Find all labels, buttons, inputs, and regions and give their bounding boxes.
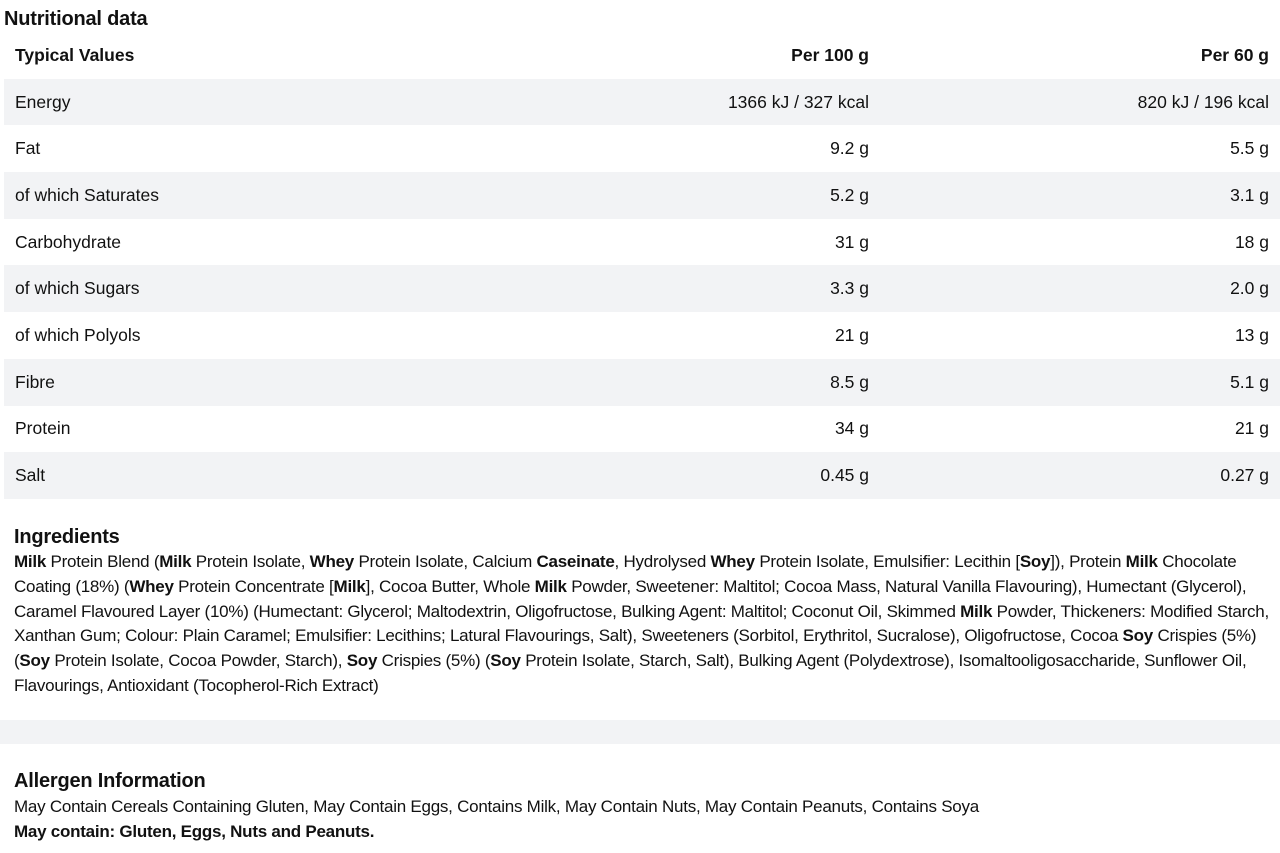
ingredient-allergen-word: Whey — [710, 552, 755, 571]
ingredient-text-segment: , Hydrolysed — [614, 552, 711, 571]
nutrition-table — [4, 32, 1280, 499]
row-label: Salt — [15, 465, 46, 486]
ingredient-allergen-word: Milk — [14, 552, 47, 571]
ingredient-text-segment: Protein Blend ( — [46, 552, 160, 571]
row-label: of which Saturates — [15, 184, 159, 205]
ingredient-text-segment: Protein Concentrate [ — [173, 576, 334, 596]
row-label: of which Sugars — [15, 278, 140, 299]
ingredient-allergen-word: Milk — [333, 576, 366, 596]
row-label: Energy — [15, 91, 71, 112]
table-row — [4, 406, 1280, 453]
nutrition-title: Nutritional data — [4, 8, 148, 30]
ingredient-allergen-word: Milk — [159, 552, 192, 571]
row-per-60g: 13 g — [1234, 324, 1269, 345]
nutrition-header-row — [4, 32, 1280, 79]
ingredients-title: Ingredients — [14, 526, 120, 548]
ingredient-allergen-word: Soy — [490, 651, 521, 671]
ingredient-text-segment: Powder, Thickeners: Modified Starch, Xanthan Gum; Colour: Plain Caramel; Emulsifier: Lecithins; Latural Flavourings, Salt), Sweeteners (Sorbitol, Erythritol, Sucralose), Oligofructose, Cocoa — [14, 601, 1269, 646]
row-label: Protein — [15, 418, 71, 439]
ingredient-allergen-word: Whey — [309, 552, 354, 571]
header-per-100g: Per 100 g — [791, 44, 869, 65]
row-per-100g: 21 g — [834, 324, 869, 345]
ingredient-text-segment: Protein Isolate, Calcium — [354, 552, 537, 571]
row-per-100g: 34 g — [834, 418, 869, 439]
ingredient-text-segment: Crispies (5%) ( — [377, 651, 491, 671]
table-row — [4, 265, 1280, 312]
row-per-100g: 31 g — [834, 231, 869, 252]
row-per-100g: 3.3 g — [830, 278, 869, 299]
row-per-60g: 2.0 g — [1230, 278, 1269, 299]
ingredient-allergen-word: Milk — [534, 576, 567, 596]
ingredient-text-segment: Protein Isolate, Starch, Salt), Bulking Agent (Polydextrose), Isomaltooligosaccharide, Sunflower Oil, Flavourings, Antioxidant (Tocopherol-Rich Extract) — [14, 651, 1247, 695]
row-per-100g: 0.45 g — [820, 465, 869, 486]
ingredient-allergen-word: Milk — [960, 601, 993, 621]
ingredient-text-segment: Chocolate Coating (18%) ( — [14, 552, 1237, 596]
row-per-100g: 1366 kJ / 327 kcal — [727, 91, 869, 112]
ingredient-allergen-word: Soy — [1019, 552, 1051, 571]
ingredient-allergen-word: Soy — [346, 651, 378, 671]
row-per-60g: 820 kJ / 196 kcal — [1137, 91, 1269, 112]
row-label: of which Polyols — [15, 324, 141, 345]
ingredient-text-segment: Protein Isolate, Cocoa Powder, Starch), — [49, 651, 347, 671]
ingredients-text — [14, 550, 1276, 699]
ingredient-text-segment: Crispies (5%) ( — [14, 626, 1257, 671]
allergen-contains-line: May Contain Cereals Containing Gluten, May Contain Eggs, Contains Milk, May Contain Nuts, May Contain Peanuts, Contains Soya — [14, 797, 979, 816]
header-per-60g: Per 60 g — [1200, 44, 1269, 65]
row-per-60g: 18 g — [1234, 231, 1269, 252]
ingredient-allergen-word: Soy — [1122, 626, 1153, 646]
row-per-60g: 3.1 g — [1230, 184, 1269, 205]
allergen-section — [14, 768, 1276, 844]
ingredient-allergen-word: Caseinate — [536, 552, 615, 571]
ingredient-text-segment: Powder, Sweetener: Maltitol; Cocoa Mass, Natural Vanilla Flavouring), Humectant (Glycerol), Caramel Flavoured Layer (10%) (Humectant: Glycerol; Maltodextrin, Oligofructose, Bulking Agent: Maltitol; Coconut Oil, Skimmed — [14, 576, 1247, 621]
allergen-title: Allergen Information — [14, 770, 206, 792]
table-row — [4, 172, 1280, 219]
row-per-60g: 0.27 g — [1220, 465, 1269, 486]
ingredient-allergen-word: Whey — [129, 576, 174, 596]
header-typical-values: Typical Values — [15, 44, 135, 65]
row-per-100g: 5.2 g — [830, 184, 869, 205]
row-label: Fibre — [15, 371, 55, 392]
ingredient-text-segment: ], Cocoa Butter, Whole — [365, 576, 535, 596]
section-divider-band — [0, 720, 1280, 744]
ingredient-text-segment: Protein Isolate, — [191, 552, 310, 571]
table-row — [4, 359, 1280, 406]
ingredient-allergen-word: Soy — [19, 651, 50, 671]
ingredients-section — [14, 524, 1276, 699]
row-per-100g: 9.2 g — [830, 138, 869, 159]
row-per-100g: 8.5 g — [830, 371, 869, 392]
ingredient-allergen-word: Milk — [1125, 552, 1158, 571]
row-per-60g: 5.1 g — [1230, 371, 1269, 392]
table-row — [4, 452, 1280, 499]
table-row — [4, 312, 1280, 359]
table-row — [4, 219, 1280, 266]
row-per-60g: 5.5 g — [1230, 138, 1269, 159]
allergen-may-contain-line: May contain: Gluten, Eggs, Nuts and Peanuts. — [14, 822, 375, 841]
row-label: Carbohydrate — [15, 231, 122, 252]
row-per-60g: 21 g — [1234, 418, 1269, 439]
ingredient-text-segment: ]), Protein — [1050, 552, 1126, 571]
table-row — [4, 79, 1280, 126]
table-row — [4, 125, 1280, 172]
ingredient-text-segment: Protein Isolate, Emulsifier: Lecithin [ — [754, 552, 1020, 571]
row-label: Fat — [15, 138, 41, 159]
